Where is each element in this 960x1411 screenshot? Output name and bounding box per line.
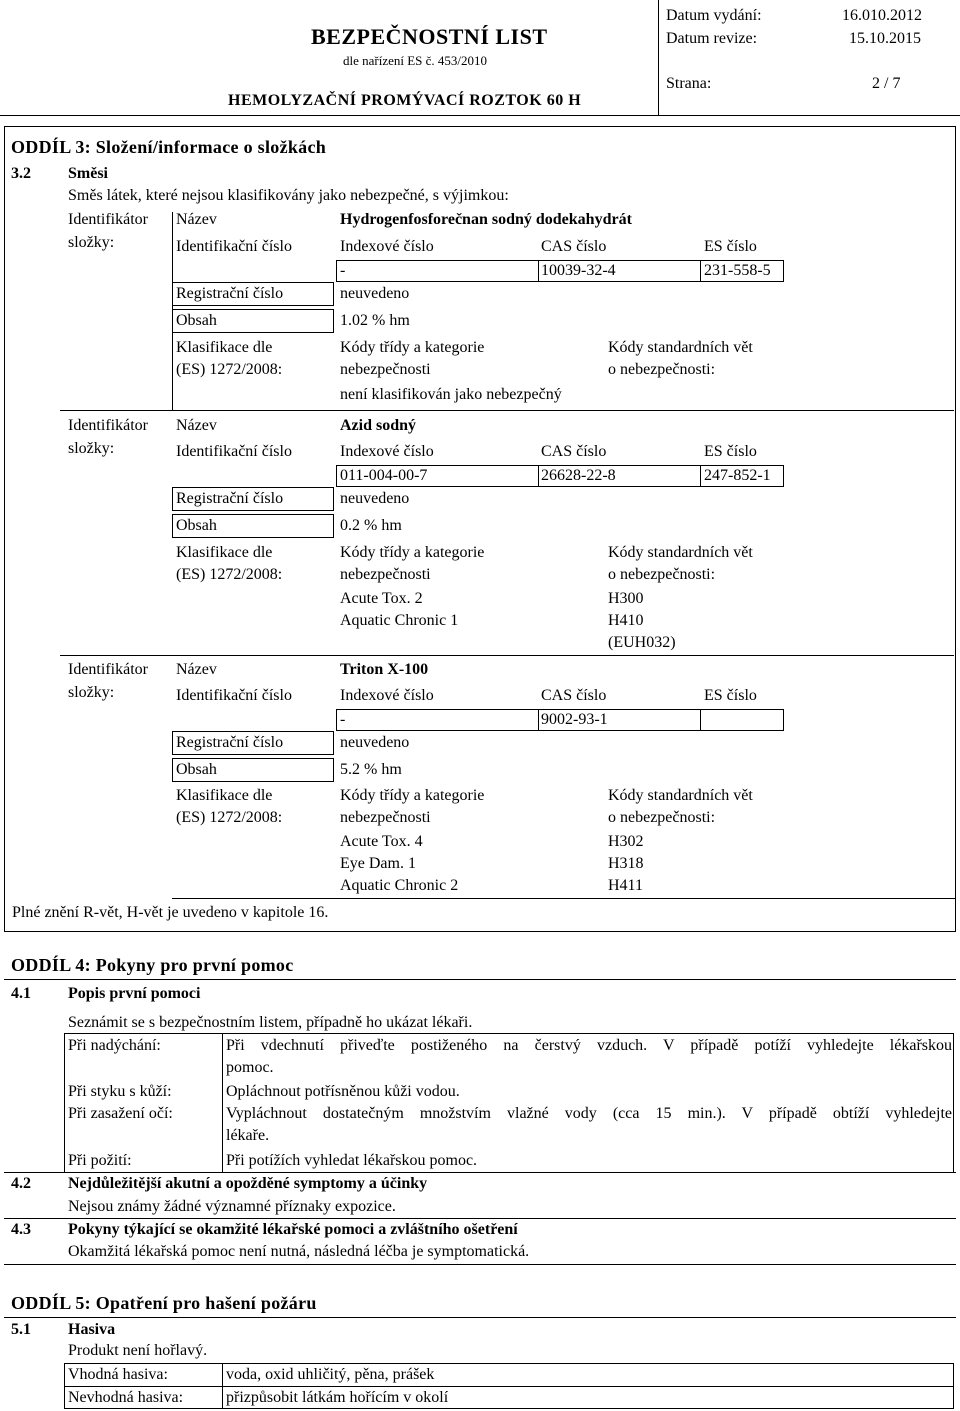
eye-contact-label: Při zasažení očí: <box>68 1105 173 1122</box>
revision-date-value: 15.10.2015 <box>849 30 921 47</box>
section-4-rule <box>4 979 956 980</box>
h-statement-header: Kódy standardních vět <box>608 544 753 561</box>
subsection-4-1-title: Popis první pomoci <box>68 985 201 1002</box>
subsection-5-1-title: Hasiva <box>68 1321 116 1338</box>
index-label: Indexové číslo <box>340 238 434 255</box>
index-label: Indexové číslo <box>340 443 434 460</box>
page-number: 2 / 7 <box>872 75 901 92</box>
reg-value: neuvedeno <box>340 490 410 507</box>
header-rule <box>0 115 960 116</box>
section-5-rule <box>4 1317 956 1318</box>
hazard-code: Aquatic Chronic 1 <box>340 612 459 629</box>
hazard-class-header: Kódy třídy a kategorie <box>340 787 485 804</box>
id-number-label: Identifikační číslo <box>176 687 292 704</box>
id-box-divider <box>538 260 539 282</box>
reg-label: Registrační číslo <box>176 490 284 507</box>
reg-value: neuvedeno <box>340 285 410 302</box>
subsection-3-2-number: 3.2 <box>11 165 31 182</box>
cas-value: 10039-32-4 <box>541 262 616 279</box>
h-statement: H302 <box>608 833 644 850</box>
component-divider <box>60 655 954 656</box>
identifier-label: Identifikátor <box>68 661 148 678</box>
reg-value: neuvedeno <box>340 734 410 751</box>
content-value: 0.2 % hm <box>340 517 402 534</box>
h-statement-header-2: o nebezpečnosti: <box>608 361 716 378</box>
id-number-label: Identifikační číslo <box>176 443 292 460</box>
name-label: Název <box>176 661 217 678</box>
section-4-bottom-rule <box>4 1264 956 1265</box>
unsuitable-media-label: Nevhodná hasiva: <box>68 1389 184 1406</box>
first-aid-table-divider <box>222 1033 223 1173</box>
cas-label: CAS číslo <box>541 238 607 255</box>
classification-label: Klasifikace dle <box>176 544 273 561</box>
index-label: Indexové číslo <box>340 687 434 704</box>
section-5-heading: ODDÍL 5: Opatření pro hašení požáru <box>11 1293 317 1313</box>
component-name: Azid sodný <box>340 417 417 434</box>
id-box-divider <box>700 709 701 731</box>
issue-date-value: 16.010.2012 <box>842 7 922 24</box>
es-label: ES číslo <box>704 238 757 255</box>
id-box-divider <box>538 709 539 731</box>
skin-contact-label: Při styku s kůží: <box>68 1083 172 1100</box>
id-number-label: Identifikační číslo <box>176 238 292 255</box>
issue-date-label: Datum vydání: <box>666 7 762 24</box>
h-statement: H318 <box>608 855 644 872</box>
ingestion-label: Při požití: <box>68 1152 132 1169</box>
skin-contact-text: Opláchnout potřísněnou kůži vodou. <box>226 1083 460 1100</box>
subsection-4-3-number: 4.3 <box>11 1221 31 1238</box>
index-value: - <box>340 262 346 279</box>
eye-contact-text: Vypláchnout dostatečným množstvím vlažné vody (cca 15 min.). V případě obtíží vyhledejte <box>226 1105 952 1122</box>
unsuitable-media-value: přizpůsobit látkám hořícím v okolí <box>226 1389 449 1406</box>
cas-label: CAS číslo <box>541 687 607 704</box>
suitable-media-value: voda, oxid uhličitý, pěna, prášek <box>226 1366 435 1383</box>
section-4-heading: ODDÍL 4: Pokyny pro první pomoc <box>11 955 294 975</box>
id-box-divider <box>700 260 701 282</box>
content-label: Obsah <box>176 312 217 329</box>
hazard-class-header-2: nebezpečnosti <box>340 361 431 378</box>
classification-label: Klasifikace dle <box>176 339 273 356</box>
hazard-code: Acute Tox. 4 <box>340 833 423 850</box>
component-name: Triton X-100 <box>340 661 429 678</box>
cas-value: 9002-93-1 <box>541 711 608 728</box>
eye-contact-text-2: lékaře. <box>226 1127 270 1144</box>
medical-attention-text: Okamžitá lékařská pomoc není nutná, následná léčba je symptomatická. <box>68 1243 530 1260</box>
es-value: 231-558-5 <box>704 262 771 279</box>
document-title: BEZPEČNOSTNÍ LIST <box>311 24 548 49</box>
reg-label: Registrační číslo <box>176 734 284 751</box>
es-label: ES číslo <box>704 443 757 460</box>
hazard-class-header-2: nebezpečnosti <box>340 566 431 583</box>
hazard-class-header: Kódy třídy a kategorie <box>340 339 485 356</box>
not-classified-note: není klasifikován jako nebezpečný <box>340 386 562 403</box>
classification-label-2: (ES) 1272/2008: <box>176 809 283 826</box>
inhalation-label: Při nadýchání: <box>68 1037 161 1054</box>
id-box-divider <box>700 465 701 487</box>
content-label: Obsah <box>176 517 217 534</box>
identifier-label: Identifikátor <box>68 417 148 434</box>
subsection-4-2-number: 4.2 <box>11 1175 31 1192</box>
id-box-divider <box>538 465 539 487</box>
h-statement-header-2: o nebezpečnosti: <box>608 566 716 583</box>
index-value: - <box>340 711 346 728</box>
hazard-code: Aquatic Chronic 2 <box>340 877 459 894</box>
footnote: Plné znění R-vět, H-vět je uvedeno v kapitole 16. <box>12 904 329 921</box>
subsection-4-2-title: Nejdůležitější akutní a opožděné symptomy a účinky <box>68 1175 428 1192</box>
identifier-label: Identifikátor <box>68 211 148 228</box>
es-value: 247-852-1 <box>704 467 771 484</box>
name-label: Název <box>176 417 217 434</box>
identifier-label-2: složky: <box>68 234 115 251</box>
h-statement-header-2: o nebezpečnosti: <box>608 809 716 826</box>
hazard-class-header: Kódy třídy a kategorie <box>340 544 485 561</box>
extinguishing-table-row-rule <box>64 1386 954 1387</box>
revision-date-label: Datum revize: <box>666 30 758 47</box>
regulation-subtitle: dle nařízení ES č. 453/2010 <box>343 53 488 68</box>
section-3-heading: ODDÍL 3: Složení/informace o složkách <box>11 137 327 157</box>
classification-label-2: (ES) 1272/2008: <box>176 566 283 583</box>
h-statement: H411 <box>608 877 643 894</box>
subsection-5-1-number: 5.1 <box>11 1321 31 1338</box>
reg-label: Registrační číslo <box>176 285 284 302</box>
content-value: 1.02 % hm <box>340 312 410 329</box>
component-bottom-rule <box>172 898 956 899</box>
mixture-intro: Směs látek, které nejsou klasifikovány jako nebezpečné, s výjimkou: <box>68 187 509 204</box>
cas-label: CAS číslo <box>541 443 607 460</box>
subsection-3-2-title: Směsi <box>68 165 108 182</box>
classification-label: Klasifikace dle <box>176 787 273 804</box>
h-statement: H410 <box>608 612 644 629</box>
symptoms-text: Nejsou známy žádné významné příznaky expozice. <box>68 1198 396 1215</box>
inhalation-text-2: pomoc. <box>226 1059 274 1076</box>
hazard-class-header-2: nebezpečnosti <box>340 809 431 826</box>
es-label: ES číslo <box>704 687 757 704</box>
suitable-media-label: Vhodná hasiva: <box>68 1366 168 1383</box>
subsection-4-3-title: Pokyny týkající se okamžité lékařské pomoci a zvláštního ošetření <box>68 1221 518 1238</box>
hazard-code: Acute Tox. 2 <box>340 590 423 607</box>
identifier-label-2: složky: <box>68 440 115 457</box>
name-label: Název <box>176 211 217 228</box>
subsection-rule <box>4 1172 956 1173</box>
component-divider <box>60 410 954 411</box>
product-name: HEMOLYZAČNÍ PROMÝVACÍ ROZTOK 60 H <box>228 92 582 109</box>
h-statement-header: Kódy standardních vět <box>608 339 753 356</box>
content-value: 5.2 % hm <box>340 761 402 778</box>
subsection-4-1-number: 4.1 <box>11 985 31 1002</box>
inhalation-text: Při vdechnutí přiveďte postiženého na čerstvý vzduch. V případě potíží vyhledejte lékařskou <box>226 1037 952 1054</box>
h-statement-header: Kódy standardních vět <box>608 787 753 804</box>
h-statement: (EUH032) <box>608 634 676 651</box>
hazard-code: Eye Dam. 1 <box>340 855 416 872</box>
first-aid-intro: Seznámit se s bezpečnostním listem, případně ho ukázat lékaři. <box>68 1014 473 1031</box>
subsection-rule <box>4 1218 956 1219</box>
index-value: 011-004-00-7 <box>340 467 428 484</box>
header-divider <box>658 0 659 115</box>
page-label: Strana: <box>666 75 712 92</box>
identifier-label-2: složky: <box>68 684 115 701</box>
cas-value: 26628-22-8 <box>541 467 616 484</box>
component-name: Hydrogenfosforečnan sodný dodekahydrát <box>340 211 632 228</box>
ingestion-text: Při potížích vyhledat lékařskou pomoc. <box>226 1152 478 1169</box>
section-3-frame <box>4 126 956 932</box>
h-statement: H300 <box>608 590 644 607</box>
content-label: Obsah <box>176 761 217 778</box>
non-flammable-note: Produkt není hořlavý. <box>68 1342 208 1359</box>
classification-label-2: (ES) 1272/2008: <box>176 361 283 378</box>
